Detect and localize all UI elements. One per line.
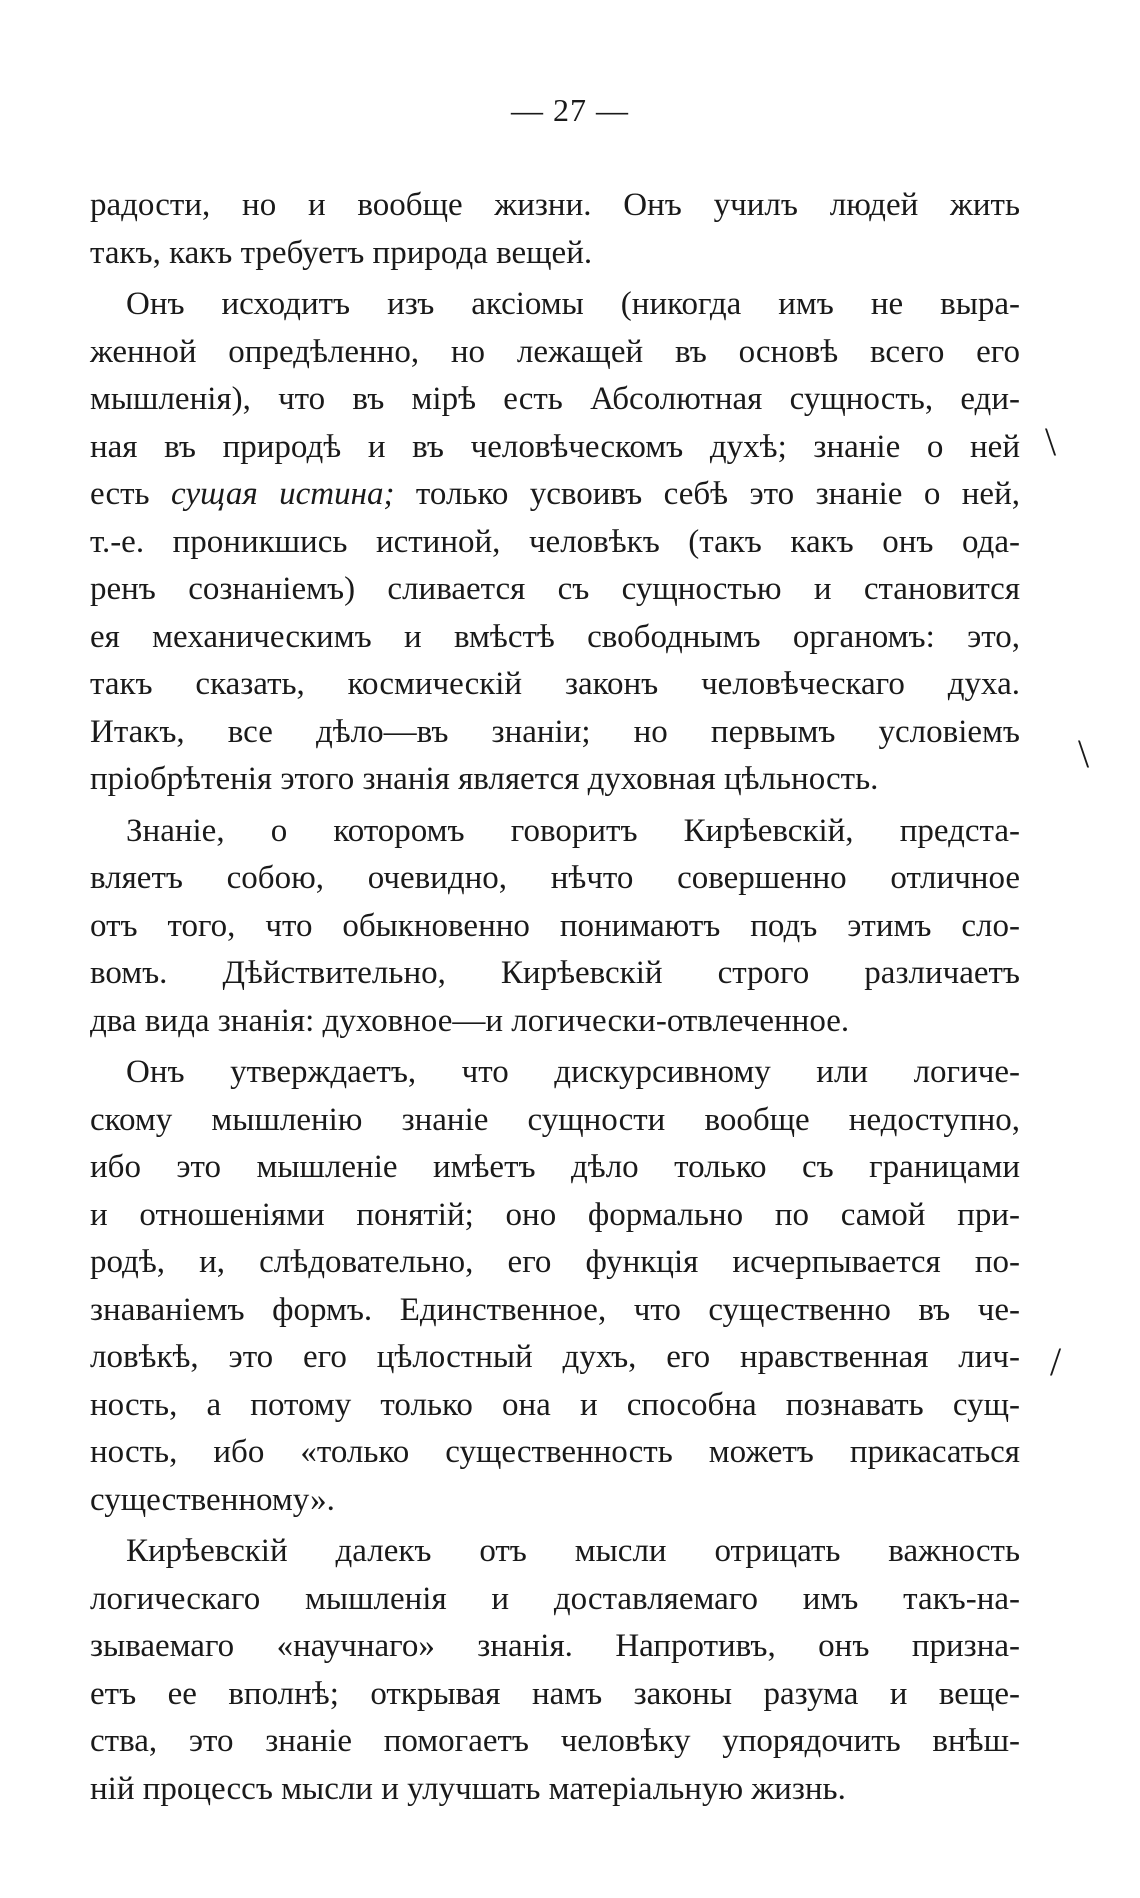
text-line: скому мышленію знаніе сущности вообще недоступно, [90,1101,1020,1138]
italic-emphasis: сущая истина; [171,476,395,512]
margin-mark: \ [1078,731,1090,776]
text-line: ея механическимъ и вмѣстѣ свободнымъ органомъ: это, [90,618,1020,655]
text-line: ная въ природѣ и въ человѣческомъ духѣ; знаніе о ней [90,428,1020,465]
text-line: мышленія), что въ мірѣ есть Абсолютная сущность, еди- [90,381,1020,417]
paragraph [90,1528,1020,1813]
paragraph [90,808,1020,1046]
margin-mark: / [1050,1339,1062,1384]
text-line: ность, ибо «только существенность можетъ прикасаться [90,1434,1020,1470]
text-line: Знаніе, о которомъ говоритъ Кирѣевскій, предста- [126,812,1020,849]
text-line: ній процессъ мысли и улучшать матеріальную жизнь. [90,1770,846,1807]
text-line: т.-е. проникшись истиной, человѣкъ (такъ какъ онъ ода- [90,523,1020,560]
text-line: женной опредѣленно, но лежащей въ основѣ всего его [90,333,1020,370]
text-line: зываемаго «научнаго» знанія. Напротивъ, онъ призна- [90,1628,1020,1664]
text-line: такъ, какъ требуетъ природа вещей. [90,234,593,271]
text-line: ловѣкѣ, это его цѣлостный духъ, его нравственная лич- [90,1339,1020,1375]
text-line: Кирѣевскій далекъ отъ мысли отрицать важность [126,1533,1020,1569]
text-line: и отношеніями понятій; оно формально по самой при- [90,1196,1020,1233]
text-line: есть сущая истина; только усвоивъ себѣ это знаніе о ней, [90,476,1020,512]
margin-mark: \ [1045,419,1057,464]
text-line: два вида знанія: духовное—и логически-отвлеченное. [90,1002,850,1039]
text-line: радости, но и вообще жизни. Онъ училъ людей жить [90,187,1020,223]
text-line: логическаго мышленія и доставляемаго имъ такъ-на- [90,1580,1020,1617]
paragraph [90,1049,1020,1524]
text-line: ность, а потому только она и способна познавать сущ- [90,1386,1020,1423]
text-line: Итакъ, все дѣло—въ знаніи; но первымъ условіемъ [90,713,1020,750]
text-line: Онъ утверждаетъ, что дискурсивному или логиче- [126,1054,1020,1090]
text-line: такъ сказать, космическій законъ человѣческаго духа. [90,666,1020,702]
text-line: вомъ. Дѣйствительно, Кирѣевскій строго различаетъ [90,955,1020,991]
text-line: етъ ее вполнѣ; открывая намъ законы разума и веще- [90,1675,1020,1712]
text-line: пріобрѣтенія этого знанія является духовная цѣльность. [90,761,879,797]
paragraph [90,182,1020,277]
text-line: ренъ сознаніемъ) сливается съ сущностью и становится [90,571,1020,607]
text-line: знаваніемъ формъ. Единственное, что существенно въ че- [90,1291,1020,1328]
text-line: существенному». [90,1481,335,1518]
text-line: ибо это мышленіе имѣетъ дѣло только съ границами [90,1149,1020,1185]
body-text [90,182,1020,1817]
text-line: Онъ исходитъ изъ аксіомы (никогда имъ не выра- [126,286,1020,322]
text-line: вляетъ собою, очевидно, нѣчто совершенно отличное [90,860,1020,896]
text-line: отъ того, что обыкновенно понимаютъ подъ этимъ сло- [90,907,1020,944]
text-line: родѣ, и, слѣдовательно, его функція исчерпывается по- [90,1244,1020,1280]
page-number: — 27 — [511,92,629,128]
text-line: ства, это знаніе помогаетъ человѣку упорядочить внѣш- [90,1723,1020,1759]
paragraph [90,281,1020,804]
